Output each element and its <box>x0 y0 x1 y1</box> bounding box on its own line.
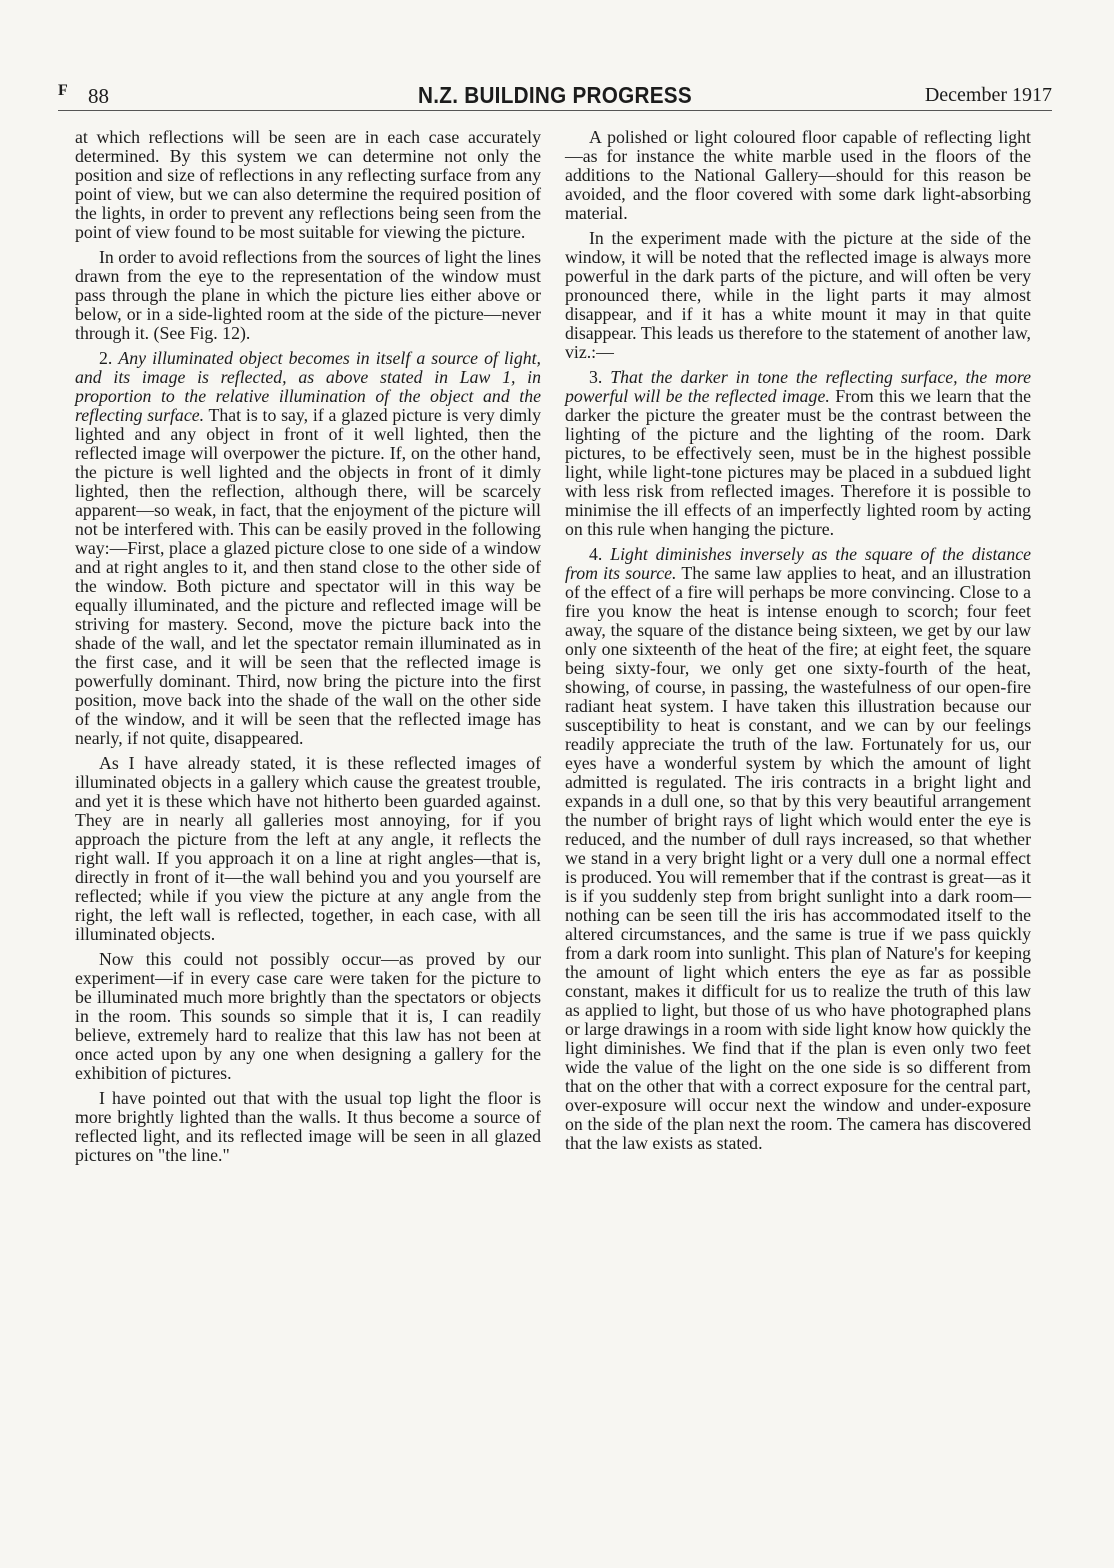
law-2-paragraph <box>75 349 541 748</box>
law-3-paragraph <box>565 368 1031 539</box>
paragraph: In order to avoid reflections from the sources of light the lines drawn from the eye to the representation of the window must pass through the plane in which the picture lies either above or below, or in a side-lighted room at the side of the picture—never through it. (See Fig. 12). <box>75 247 541 343</box>
law-number: 2. <box>99 348 113 368</box>
law-number: 4. <box>589 544 603 564</box>
paragraph: at which reflections will be seen are in each case accurately determined. By this system we can determine not only the position and size of reflections in any reflecting surface from any point of view, but we can also determine the required position of the lights, in order to prevent any reflections being seen from the point of view found to be most suitable for viewing the picture. <box>75 127 541 242</box>
law-statement: Any illuminated object becomes in itself a source of light, and its image is reflected, as above stated in Law 1, in proportion to the relative illumination of the object and the reflecting surface. <box>75 348 541 425</box>
paragraph: I have pointed out that with the usual top light the floor is more brightly lighted than the walls. It thus become a source of reflected light, and its reflected image will be seen in all glazed pictures on "the line." <box>75 1088 541 1165</box>
law-4-paragraph <box>565 545 1031 1153</box>
page-mark: F <box>58 82 67 99</box>
magazine-title: N.Z. BUILDING PROGRESS <box>418 82 692 108</box>
law-number: 3. <box>589 367 603 387</box>
left-column <box>75 128 541 1171</box>
paragraph: As I have already stated, it is these reflected images of illuminated objects in a gallery which cause the greatest trouble, and yet it is these which have not hitherto been guarded against. They are in nearly all galleries most annoying, for if you approach the picture from the left at any angle, it reflects the right wall. If you approach it on a line at right angles—that is, directly in front of it—the wall behind you and you yourself are reflected; while if you view the picture at any angle from the right, the left wall is reflected, together, in each case, with all illuminated objects. <box>75 753 541 944</box>
paragraph: In the experiment made with the picture at the side of the window, it will be noted that the reflected image is always more powerful in the dark parts of the picture, and will often be very pronounced there, while in the light parts it may almost disappear, and if it has a white mount it may in that quite disappear. This leads us therefore to the statement of another law, viz.:— <box>565 228 1031 362</box>
law-statement: That the darker in tone the reflecting surface, the more powerful will be the reflected image. <box>565 367 1031 406</box>
paragraph-text: The same law applies to heat, and an illustration of the effect of a fire will perhaps be more convincing. Close to a fire you know the heat is intense enough to scorch; four feet away, the square of the distance being sixteen, we get by our law only one sixteenth of the heat of the fire; at eight feet, the square being sixty-four, we only get one sixty-fourth of the heat, showing, of course, in passing, the wastefulness of our open-fire radiant heat system. I have taken this illustration because our susceptibility to heat is constant, and we can by our feelings readily appreciate the truth of the law. Fortunately for us, our eyes have a wonderful system by which the amount of light admitted is regulated. The iris contracts in a bright light and expands in a dull one, so that by this very beautiful arrangement the number of bright rays of light which would enter the eye is reduced, and the number of dull rays increased, so that whether we stand in a very bright light or a very dull one a normal effect is produced. You will remember that if the contrast is great—as it is if you suddenly step from bright sunlight into a dark room—nothing can be seen till the iris has accommodated itself to the altered circumstances, and the same is true if we pass quickly from a dark room into sunlight. This plan of Nature's for keeping the amount of light which enters the eye as far as possible constant, makes it difficult for us to realize the truth of this law as applied to light, but those of us who have photographed plans or large drawings in a room with side light know how quickly the light diminishes. We find that if the plan is even only two feet wide the value of the light on the one side is so different from that on the other that with a correct exposure for the central part, over-exposure will occur next the window and under-exposure on the side of the plan next the room. The camera has discovered that the law exists as stated. <box>565 563 1032 1153</box>
paragraph-text: That is to say, if a glazed picture is very dimly lighted and any object in front of it well lighted, then the reflected image will overpower the picture. If, on the other hand, the picture is well lighted and the objects in front of it dimly lighted, then the reflection, although there, will be scarcely apparent—so weak, in fact, that the enjoyment of the picture will not be interfered with. This can be easily proved in the following way:—First, place a glazed picture close to one side of a window and at right angles to it, and then stand close to the other side of the window. Both picture and spectator will in this way be equally illuminated, and the picture and reflected image will be striving for mastery. Second, move the picture back into the shade of the wall, and let the spectator remain illuminated as in the first case, and it will be seen that the reflected image is powerfully dominant. Third, now bring the picture into the first position, move back into the shade of the wall on the other side of the window, and it will be seen that the reflected image has nearly, if not quite, disappeared. <box>75 405 542 748</box>
paragraph: Now this could not possibly occur—as proved by our experiment—if in every case care were taken for the picture to be illuminated much more brightly than the spectators or objects in the room. This sounds so simple that it is, I can readily believe, extremely hard to realize that this law has not been at once acted upon by any one when designing a gallery for the exhibition of pictures. <box>75 949 541 1083</box>
page-header <box>58 80 1052 111</box>
right-column <box>565 128 1031 1159</box>
page-number: 88 <box>88 84 109 108</box>
law-statement: Light diminishes inversely as the square of the distance from its source. <box>565 544 1031 583</box>
paragraph-text: From this we learn that the darker the picture the greater must be the contrast between the lighting of the picture and the lighting of the room. Dark pictures, to be effectively seen, must be in the highest possible light, while light-tone pictures may be placed in a subdued light with less risk from reflected images. Therefore it is possible to minimise the ill effects of an imperfectly lighted room by acting on this rule when hanging the picture. <box>565 386 1032 539</box>
paragraph: A polished or light coloured floor capable of reflecting light—as for instance the white marble used in the floors of the additions to the National Gallery—should for this reason be avoided, and the floor covered with some dark light-absorbing material. <box>565 127 1031 223</box>
issue-date: December 1917 <box>924 84 1052 106</box>
